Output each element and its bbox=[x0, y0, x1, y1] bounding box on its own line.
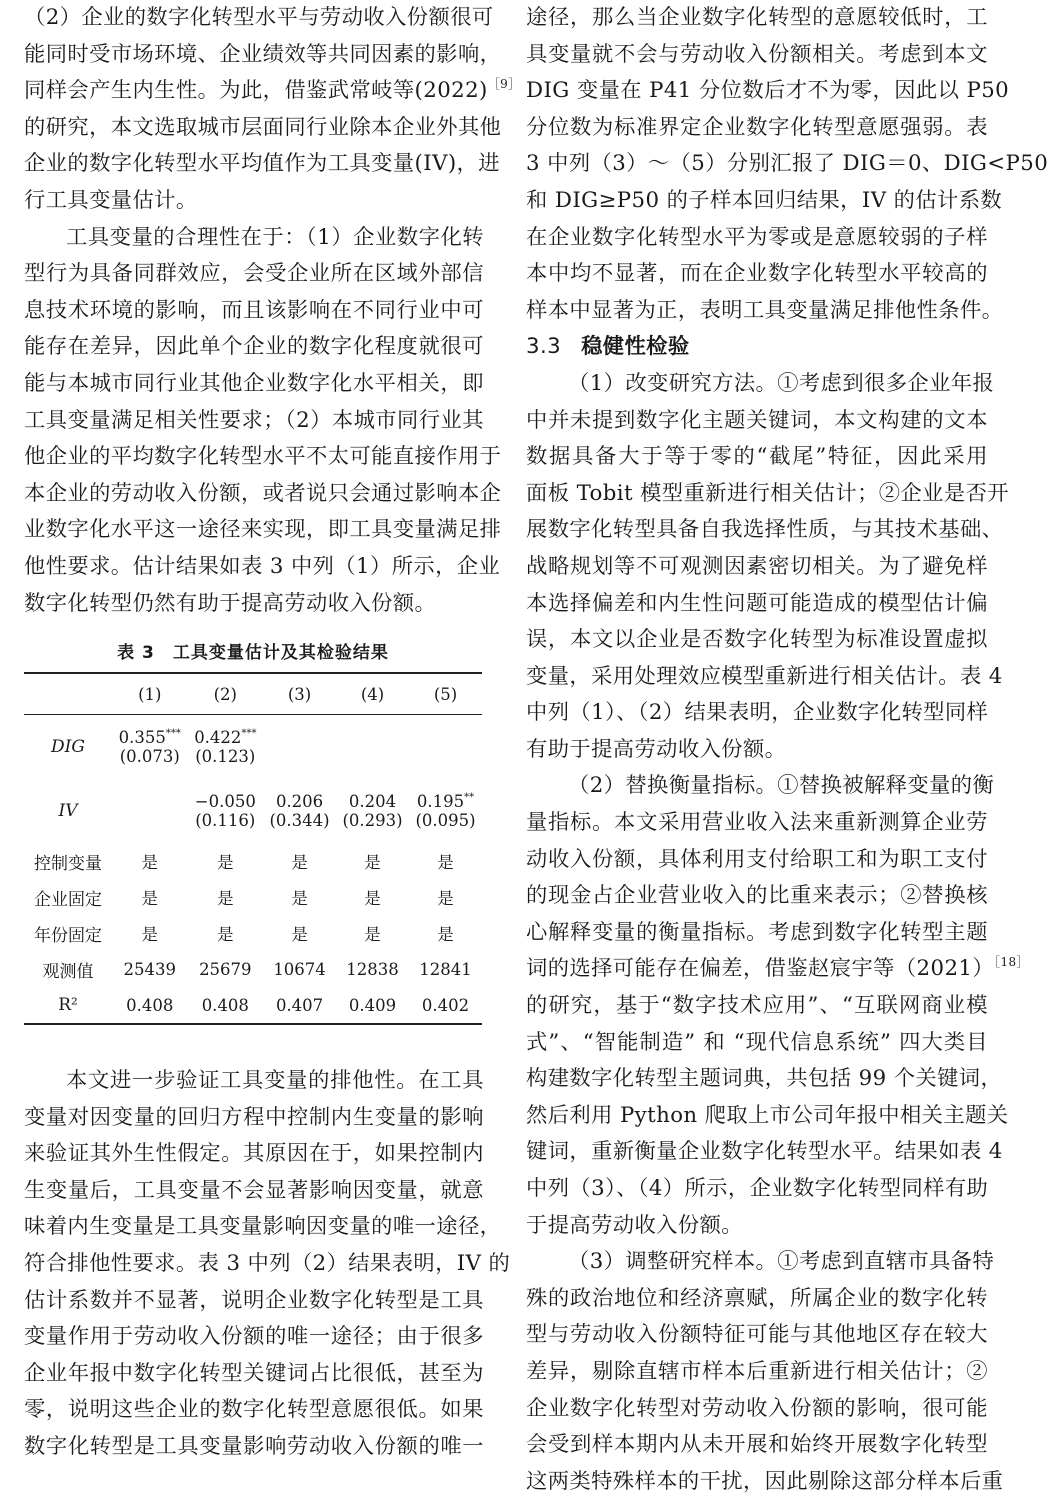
text-line bbox=[24, 1283, 484, 1320]
text-line bbox=[526, 659, 1003, 696]
text-line bbox=[24, 183, 484, 220]
std-error-cell bbox=[336, 747, 409, 779]
text-line bbox=[526, 1354, 988, 1391]
line-text: 符合排他性要求。表 3 中列（2）结果表明，IV 的 bbox=[24, 1250, 511, 1276]
line-text: 估计系数并不显著，说明企业数字化转型是工具 bbox=[24, 1287, 484, 1313]
line-text: 中列（1）、（2）结果表明，企业数字化转型同样 bbox=[526, 700, 989, 726]
table-cell: 是 bbox=[217, 853, 234, 872]
text-line bbox=[526, 512, 1004, 549]
text-line bbox=[526, 1427, 988, 1464]
text-line bbox=[24, 476, 502, 513]
text-line bbox=[526, 915, 988, 952]
std-error-cell: (0.123) bbox=[195, 747, 256, 766]
line-text: 构建数字化转型主题词典，共包括 99 个关键词， bbox=[526, 1066, 1003, 1092]
left-bottom-column bbox=[24, 1063, 511, 1466]
line-text: 味着内生变量是工具变量影响因变量的唯一途径， bbox=[24, 1214, 502, 1240]
coef-cell bbox=[112, 715, 188, 748]
line-text: 展数字化转型具备自我选择性质，与其技术基础、 bbox=[526, 517, 1004, 543]
row-label: 年份固定 bbox=[34, 925, 102, 946]
text-line bbox=[24, 512, 502, 549]
line-text: 变量作用于劳动收入份额的唯一途径；由于很多 bbox=[24, 1324, 484, 1350]
section-heading: 稳健性检验 bbox=[581, 334, 690, 360]
text-line bbox=[24, 586, 484, 623]
table-cell: 是 bbox=[217, 889, 234, 908]
text-line bbox=[526, 1134, 1003, 1171]
line-text: 生变量后，工具变量不会显著影响因变量，就意 bbox=[24, 1177, 484, 1203]
line-text: 差异，剔除直辖市样本后重新进行相关估计；② bbox=[526, 1358, 988, 1384]
row-label: 企业固定 bbox=[34, 889, 102, 910]
line-text: 能存在差异，因此单个企业的数字化程度就很可 bbox=[24, 334, 484, 360]
row-label: IV bbox=[58, 801, 78, 821]
table-cell: 是 bbox=[364, 925, 381, 944]
std-error-cell bbox=[263, 747, 336, 779]
line-text: 的研究，本文选取城市层面同行业除本企业外其他 bbox=[24, 114, 502, 140]
line-text: 变量对因变量的回归方程中控制内生变量的影响 bbox=[24, 1104, 484, 1130]
text-line bbox=[24, 1100, 484, 1137]
line-text: 企业的数字化转型水平均值作为工具变量(IV)，进 bbox=[24, 151, 500, 177]
text-line bbox=[526, 1317, 988, 1354]
line-text: 本中均不显著，而在企业数字化转型水平较高的 bbox=[526, 261, 988, 287]
coef-value: 0.195 bbox=[416, 792, 465, 811]
line-text: 业数字化水平这一途径来实现，即工具变量满足排 bbox=[24, 517, 502, 543]
coef-cell bbox=[336, 779, 409, 811]
table-cell: 是 bbox=[141, 889, 159, 908]
text-line bbox=[24, 549, 501, 586]
line-text: 中并未提到数字化主题关键词，本文构建的文本 bbox=[526, 407, 988, 433]
text-line bbox=[24, 1209, 502, 1246]
table-cell: 12841 bbox=[419, 959, 472, 979]
text-line bbox=[526, 1281, 988, 1318]
text-line bbox=[526, 1171, 988, 1208]
text-line bbox=[526, 586, 988, 623]
table-cell: 0.408 bbox=[188, 987, 264, 1024]
line-text: 途径，那么当企业数字化转型的意愿较低时，工 bbox=[526, 5, 988, 30]
coef-cell bbox=[188, 715, 264, 748]
table-row bbox=[24, 843, 482, 879]
table-cell: 0.409 bbox=[336, 987, 409, 1024]
text-line bbox=[526, 220, 988, 257]
citation-ref: ［18］ bbox=[994, 955, 1029, 970]
text-line bbox=[526, 0, 988, 37]
row-label: R² bbox=[24, 987, 112, 1024]
line-text: 有助于提高劳动收入份额。 bbox=[526, 736, 787, 762]
significance-stars: *** bbox=[165, 728, 181, 739]
line-text: 中列（3）、（4）所示，企业数字化转型同样有助 bbox=[526, 1176, 989, 1201]
column-header: (3) bbox=[263, 673, 336, 715]
line-text: （3）调整研究样本。①考虑到直辖市具备特 bbox=[568, 1249, 995, 1275]
table-cell: 是 bbox=[217, 925, 234, 944]
text-line bbox=[526, 1061, 1003, 1098]
line-text: （2）企业的数字化转型水平与劳动收入份额很可 bbox=[24, 5, 494, 30]
table-cell: 是 bbox=[437, 925, 454, 944]
line-text: 在企业数字化转型水平为零或是意愿较弱的子样 bbox=[526, 224, 988, 250]
line-text: 零，说明这些企业的数字化转型意愿很低。如果 bbox=[24, 1397, 484, 1423]
line-text: 变量，采用处理效应模型重新进行相关估计。表 4 bbox=[526, 663, 1003, 689]
line-text: 战略规划等不可观测因素密切相关。为了避免样 bbox=[526, 553, 988, 579]
section-number: 3.3 bbox=[526, 334, 562, 360]
text-line bbox=[526, 73, 1010, 110]
line-text: 式”、“智能制造” 和 “现代信息系统” 四大类目 bbox=[526, 1029, 988, 1055]
line-text: 行工具变量估计。 bbox=[24, 187, 198, 213]
line-text: 能与本城市同行业其他企业数字化水平相关，即 bbox=[24, 370, 484, 396]
table-cell: 是 bbox=[364, 853, 381, 872]
coef-value: −0.050 bbox=[194, 792, 256, 811]
line-text: 本文进一步验证工具变量的排他性。在工具 bbox=[66, 1068, 484, 1093]
results-table bbox=[24, 672, 482, 1025]
line-text: 他性要求。估计结果如表 3 中列（1）所示，企业 bbox=[24, 553, 501, 579]
text-line bbox=[526, 842, 988, 879]
significance-stars: *** bbox=[241, 728, 257, 739]
line-text: 具变量就不会与劳动收入份额相关。考虑到本文 bbox=[526, 41, 988, 67]
table-cell: 0.407 bbox=[263, 987, 336, 1024]
line-text: （2）替换衡量指标。①替换被解释变量的衡 bbox=[568, 773, 995, 799]
coef-cell bbox=[112, 779, 188, 811]
line-text: 能同时受市场环境、企业绩效等共同因素的影响， bbox=[24, 41, 502, 67]
text-line bbox=[24, 220, 484, 257]
text-line bbox=[526, 439, 988, 476]
text-line bbox=[526, 732, 988, 769]
text-line bbox=[526, 293, 1004, 330]
line-text: 然后利用 Python 爬取上市公司年报中相关主题关 bbox=[526, 1102, 1009, 1128]
column-header: (4) bbox=[336, 673, 409, 715]
text-line bbox=[526, 878, 988, 915]
table-cell: 25439 bbox=[123, 959, 177, 979]
left-bottom-paragraphs bbox=[24, 1063, 511, 1466]
table-row bbox=[24, 915, 482, 951]
line-text: 息技术环境的影响，而且该影响在不同行业中可 bbox=[24, 297, 484, 323]
text-line bbox=[24, 1173, 484, 1210]
std-error-cell: (0.095) bbox=[415, 811, 476, 830]
table-cell: 是 bbox=[291, 925, 308, 944]
text-line bbox=[526, 1098, 1009, 1135]
table-cell: 是 bbox=[141, 925, 159, 944]
row-label: 观测值 bbox=[42, 961, 94, 982]
coef-cell bbox=[409, 779, 482, 811]
column-header: (1) bbox=[112, 673, 188, 715]
text-line bbox=[24, 439, 502, 476]
text-line bbox=[526, 549, 988, 586]
text-line bbox=[24, 403, 484, 440]
line-text: 同样会产生内生性。为此，借鉴武常岐等(2022) bbox=[24, 78, 488, 104]
line-text: 样本中显著为正，表明工具变量满足排他性条件。 bbox=[526, 297, 1004, 323]
line-text: 于提高劳动收入份额。 bbox=[526, 1212, 743, 1238]
table-row bbox=[24, 951, 482, 987]
table-cell: 是 bbox=[291, 889, 308, 908]
coef-value: 0.422 bbox=[194, 728, 242, 747]
table-row bbox=[24, 879, 482, 915]
std-error-cell: (0.344) bbox=[269, 811, 330, 830]
line-text: 动收入份额，具体利用支付给职工和为职工支付 bbox=[526, 846, 988, 872]
coef-cell bbox=[263, 715, 336, 748]
text-line bbox=[526, 110, 988, 147]
coef-cell bbox=[409, 715, 482, 748]
coef-cell bbox=[263, 779, 336, 811]
line-text: 键词，重新衡量企业数字化转型水平。结果如表 4 bbox=[526, 1139, 1003, 1165]
std-error-cell: (0.073) bbox=[119, 747, 180, 766]
line-text: 本企业的劳动收入份额，或者说只会通过影响本企 bbox=[24, 480, 502, 506]
text-line bbox=[526, 183, 1003, 220]
right-column bbox=[526, 0, 1048, 1500]
column-header: (5) bbox=[409, 673, 482, 715]
line-text: 他企业的平均数字化转型水平不太可能直接作用于 bbox=[24, 444, 502, 470]
line-text: 企业数字化转型对劳动收入份额的影响，很可能 bbox=[526, 1395, 988, 1421]
line-text: 3 中列（3）～（5）分别汇报了 DIG＝0、DIG<P50 bbox=[526, 151, 1048, 177]
line-text: 这两类特殊样本的干扰，因此剔除这部分样本后重 bbox=[526, 1468, 1004, 1494]
table-cell: 是 bbox=[291, 853, 308, 872]
text-line bbox=[24, 73, 521, 110]
text-line bbox=[24, 1392, 484, 1429]
table-cell: 0.408 bbox=[112, 987, 188, 1024]
table-cell: 是 bbox=[437, 853, 454, 872]
table-cell: 10674 bbox=[273, 959, 326, 979]
text-line bbox=[24, 146, 500, 183]
table-cell: 是 bbox=[437, 889, 454, 908]
text-line bbox=[24, 256, 484, 293]
coef-cell bbox=[336, 715, 409, 748]
column-header: (2) bbox=[188, 673, 264, 715]
line-text: 会受到样本期内从未开展和始终开展数字化转型 bbox=[526, 1432, 988, 1458]
std-error-cell bbox=[112, 811, 188, 843]
line-text: 数字化转型仍然有助于提高劳动收入份额。 bbox=[24, 590, 437, 616]
line-text: 量指标。本文采用营业收入法来重新测算企业劳 bbox=[526, 810, 988, 836]
table-row bbox=[24, 987, 482, 1024]
line-text: 殊的政治地位和经济禀赋，所属企业的数字化转 bbox=[526, 1285, 988, 1311]
text-line bbox=[526, 476, 1009, 513]
text-line bbox=[526, 366, 995, 403]
citation-ref: ［9］ bbox=[487, 77, 521, 92]
text-line bbox=[24, 110, 502, 147]
table-header-row bbox=[24, 673, 482, 715]
line-text: 的研究，基于“数字技术应用”、“互联网商业模 bbox=[526, 993, 988, 1019]
std-error-cell bbox=[409, 747, 482, 779]
line-text: （1）改变研究方法。①考虑到很多企业年报 bbox=[568, 370, 995, 396]
row-label: 控制变量 bbox=[34, 853, 102, 874]
line-text: DIG 变量在 P41 分位数后才不为零，因此以 P50 bbox=[526, 78, 1010, 104]
right-paragraphs bbox=[526, 0, 1048, 1500]
left-column bbox=[24, 0, 521, 622]
text-line bbox=[526, 37, 988, 74]
line-text: 本选择偏差和内生性问题可能造成的模型估计偏 bbox=[526, 590, 988, 616]
text-line bbox=[24, 37, 502, 74]
line-text: 面板 Tobit 模型重新进行相关估计；②企业是否开 bbox=[526, 480, 1009, 506]
table-row bbox=[24, 779, 482, 811]
table-cell: 25679 bbox=[199, 959, 252, 979]
text-line bbox=[526, 1025, 988, 1062]
row-label: DIG bbox=[51, 737, 85, 757]
line-text: 型与劳动收入份额特征可能与其他地区存在较大 bbox=[526, 1322, 988, 1348]
std-error-cell: (0.116) bbox=[195, 811, 256, 830]
table-cell: 12838 bbox=[346, 959, 399, 979]
left-top-paragraphs bbox=[24, 0, 521, 622]
text-line bbox=[526, 329, 988, 366]
line-text: 心解释变量的衡量指标。考虑到数字化转型主题 bbox=[526, 919, 988, 945]
line-text: 的现金占企业营业收入的比重来表示；②替换核 bbox=[526, 883, 988, 909]
table-corner bbox=[24, 673, 112, 715]
line-text: 来验证其外生性假定。其原因在于，如果控制内 bbox=[24, 1141, 484, 1167]
std-error-cell: (0.293) bbox=[342, 811, 403, 830]
text-line bbox=[526, 695, 988, 732]
text-line bbox=[24, 1136, 484, 1173]
table-cell: 0.402 bbox=[409, 987, 482, 1024]
text-line bbox=[24, 1429, 484, 1466]
text-line bbox=[526, 622, 988, 659]
text-line bbox=[24, 293, 484, 330]
text-line bbox=[24, 366, 484, 403]
text-line bbox=[526, 951, 1029, 988]
coef-cell bbox=[188, 779, 264, 811]
table-caption: 表 3 工具变量估计及其检验结果 bbox=[117, 643, 389, 663]
line-text: 和 DIG≥P50 的子样本回归结果，IV 的估计系数 bbox=[526, 187, 1003, 213]
line-text: 数据具备大于等于零的“截尾”特征，因此采用 bbox=[526, 444, 988, 470]
line-text: 工具变量的合理性在于：（1）企业数字化转 bbox=[66, 224, 484, 250]
text-line bbox=[24, 1063, 484, 1100]
line-text: 误，本文以企业是否数字化转型为标准设置虚拟 bbox=[526, 627, 988, 653]
text-line bbox=[526, 146, 1048, 183]
table-cell: 是 bbox=[141, 853, 159, 872]
text-line bbox=[24, 1356, 484, 1393]
table-3 bbox=[24, 640, 482, 1025]
text-line bbox=[526, 403, 988, 440]
significance-stars: ** bbox=[464, 792, 475, 803]
text-line bbox=[526, 768, 995, 805]
line-text: 型行为具备同群效应，会受企业所在区域外部信 bbox=[24, 261, 484, 287]
table-row bbox=[24, 715, 482, 748]
text-line bbox=[526, 1464, 1004, 1500]
line-text: 工具变量满足相关性要求；（2）本城市同行业其 bbox=[24, 407, 484, 433]
coef-value: 0.355 bbox=[118, 728, 166, 747]
coef-value: 0.206 bbox=[275, 792, 324, 811]
text-line bbox=[526, 1391, 988, 1428]
text-line bbox=[526, 1208, 988, 1245]
text-line bbox=[526, 256, 988, 293]
text-line bbox=[526, 1244, 995, 1281]
line-text: 分位数为标准界定企业数字化转型意愿强弱。表 bbox=[526, 114, 988, 140]
table-cell: 是 bbox=[364, 889, 381, 908]
text-line bbox=[526, 988, 988, 1025]
text-line bbox=[24, 329, 484, 366]
coef-value: 0.204 bbox=[348, 792, 397, 811]
line-text: 词的选择可能存在偏差，借鉴赵宸宇等（2021） bbox=[526, 956, 995, 982]
text-line bbox=[24, 1319, 484, 1356]
line-text: 企业年报中数字化转型关键词占比很低，甚至为 bbox=[24, 1360, 484, 1386]
text-line bbox=[24, 1246, 511, 1283]
line-text: 数字化转型是工具变量影响劳动收入份额的唯一 bbox=[24, 1433, 484, 1459]
text-line bbox=[24, 0, 494, 37]
text-line bbox=[526, 805, 988, 842]
